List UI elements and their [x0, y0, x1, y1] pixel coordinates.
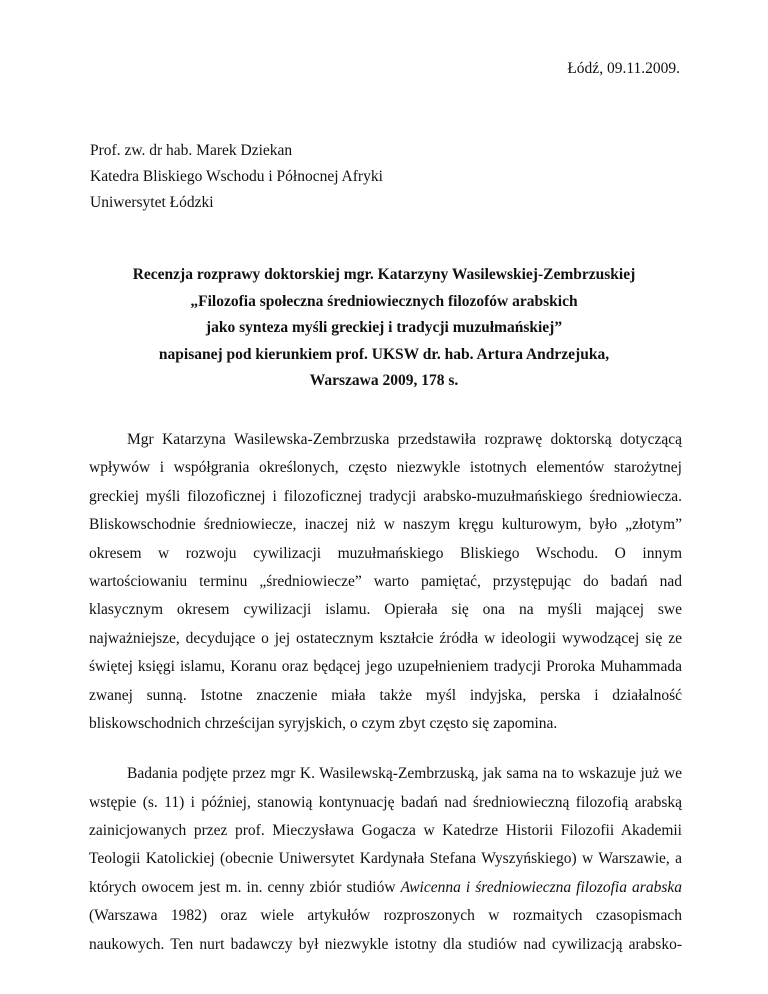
sender-block	[90, 138, 383, 216]
text-line: wartościowaniu terminu „średniowiecze” warto pamiętać, przystępując do badań nad	[89, 572, 682, 590]
text-line: świętej księgi islamu, Koranu oraz będącej jego uzupełnieniem tradycji Proroka Muhammada	[89, 658, 682, 676]
text-line: wstępie (s. 11) i później, stanowią kontynuację badań nad średniowieczną filozofią arabską	[89, 793, 682, 811]
text-line: naukowych. Ten nurt badawczy był niezwykle istotny dla studiów nad cywilizacją arabsko-	[89, 935, 682, 953]
title-line: Warszawa 2009, 178 s.	[309, 372, 459, 389]
title-line: „Filozofia społeczna średniowiecznych filozofów arabskich	[190, 292, 578, 310]
text-line: najważniejsze, decydujące o jej ostatecznym kształcie źródła w ideologii wywodzącej się ze	[89, 629, 682, 647]
text-line: zwanej sunną. Istotne znaczenie miała także myśl indyjska, perska i działalność	[89, 686, 682, 704]
text-line: Badania podjęte przez mgr K. Wasilewską-Zembrzuską, jak sama na to wskazuje już we	[127, 765, 682, 783]
title-line: napisanej pod kierunkiem prof. UKSW dr. hab. Artura Andrzejuka,	[158, 345, 610, 363]
text-segment: których owocem jest m. in. cenny zbiór studiów	[89, 878, 401, 896]
text-line: Teologii Katolickiej (obecnie Uniwersytet Kardynała Stefana Wyszyńskiego) w Warszawie, a	[89, 850, 682, 868]
text-line: greckiej myśli filozoficznej i filozoficznej tradycji arabsko-muzułmańskiego średniowiecza.	[89, 487, 682, 505]
title-line: Recenzja rozprawy doktorskiej mgr. Katarzyny Wasilewskiej-Zembrzuskiej	[132, 266, 636, 283]
text-line: zainicjowanych przez prof. Mieczysława Gogacza w Katedrze Historii Filozofii Akademii	[89, 822, 682, 840]
text-line: Mgr Katarzyna Wasilewska-Zembrzuska przedstawiła rozprawę doktorską dotyczącą	[127, 431, 682, 448]
paragraph	[89, 426, 682, 738]
review-title	[0, 262, 768, 395]
text-line: okresem w rozwoju cywilizacji muzułmańskiego Bliskiego Wschodu. O innym	[89, 544, 682, 562]
book-title: Awicenna i średniowieczna filozofia arabska	[400, 878, 682, 896]
sender-university: Uniwersytet Łódzki	[90, 194, 214, 211]
text-line: Bliskowschodnie średniowiecze, inaczej niż w naszym kręgu kulturowym, było „złotym”	[89, 516, 682, 534]
sender-department: Katedra Bliskiego Wschodu i Północnej Afryki	[90, 168, 383, 185]
review-body	[89, 426, 682, 959]
letter-date: Łódź, 09.11.2009.	[567, 60, 680, 77]
sender-name: Prof. zw. dr hab. Marek Dziekan	[90, 142, 293, 159]
text-line	[89, 874, 682, 902]
text-line: bliskowschodnich chrześcijan syryjskich, o czym zbyt często się zapomina.	[89, 714, 558, 732]
text-line: (Warszawa 1982) oraz wiele artykułów rozproszonych w rozmaitych czasopismach	[89, 907, 682, 925]
title-line: jako synteza myśli greckiej i tradycji muzułmańskiej”	[205, 319, 563, 336]
text-line: klasycznym okresem cywilizacji islamu. Opierała się ona na myśli mającej swe	[89, 601, 682, 619]
text-line: wpływów i współgrania określonych, często niezwykle istotnych elementów starożytnej	[89, 459, 682, 477]
paragraph	[89, 760, 682, 959]
